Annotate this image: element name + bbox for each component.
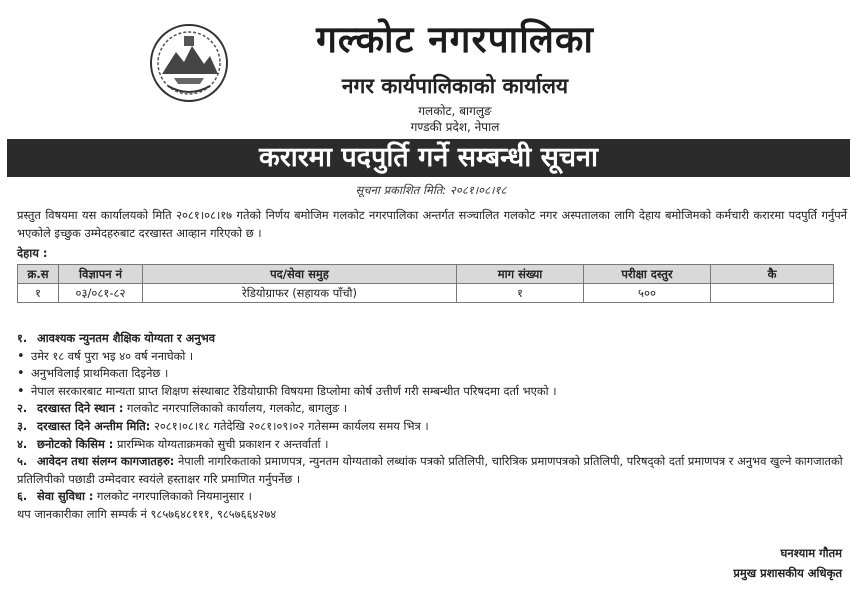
cell-fee: ५००: [584, 284, 711, 303]
bullet-text: नेपाल सरकारबाट मान्यता प्राप्त शिक्षण संस्थाबाट रेडियोग्राफी विषयमा डिप्लोमा कोर्ष उत्तीर्ण गरी सम्बन्धीत परिषदमा दर्ता भएको ।: [31, 383, 557, 398]
section-5: [17, 453, 847, 488]
list-item: [17, 383, 847, 401]
section-3: [17, 418, 847, 436]
cell-post: रेडियोग्राफर (सहायक पाँचौ): [143, 284, 457, 303]
col-header-serial: क्र.स: [18, 265, 59, 284]
office-name: नगर कार्यपालिकाको कार्यालय: [341, 74, 569, 98]
nepal-emblem-icon: [148, 22, 230, 104]
section-text: गलकोट नगरपालिकाको कार्यालय, गलकोट, बागलुङ ।: [123, 401, 348, 416]
section-1-heading: [17, 330, 847, 348]
section-6: [17, 488, 847, 506]
section-text: प्रारम्भिक योग्यताक्रमको सुची प्रकाशन र अन्तर्वार्ता ।: [113, 436, 329, 451]
org-name: गल्कोट नगरपालिका: [316, 18, 594, 61]
section-text: नेपाली नागरिकताको प्रमाणपत्र, न्युनतम योग्यताको लब्धांक पत्रको प्रतिलिपी, चारित्रिक प्रमाणपत्रको प्रतिलिपी, परिषद्को दर्ता प्रमाणपत्र र अनुभव खुल्ने कागजातको प्रतिलिपीको पछाडी उम्मेदवार स्वयंले हस्ताक्षर गरि प्रमाणित गर्नुपर्नेछ ।: [17, 454, 843, 486]
section-label: छनोटको किसिम :: [37, 436, 114, 451]
vacancy-table: [17, 264, 834, 303]
col-header-demand: माग संख्या: [457, 265, 584, 284]
section-number: १.: [17, 331, 28, 345]
table-row: [18, 284, 834, 303]
bullet-text: अनुभविलाई प्राथमिकता दिइनेछ ।: [31, 366, 169, 381]
section-label: सेवा सुविधा :: [37, 489, 94, 504]
cell-demand: १: [457, 284, 584, 303]
bullet-icon: •: [17, 366, 25, 382]
section-label: दरखास्त दिने स्थान :: [37, 401, 124, 416]
signatory-title: प्रमुख प्रशासकीय अधिकृत: [733, 566, 842, 580]
col-header-remarks: कै: [711, 265, 834, 284]
address-line-1: गलकोट, बागलुङ: [418, 104, 492, 118]
address-line-2: गण्डकी प्रदेश, नेपाल: [410, 120, 500, 134]
section-2: [17, 400, 847, 418]
bullet-text: उमेर १८ वर्ष पुरा भइ ४० वर्ष ननाघेको ।: [31, 348, 194, 363]
section-text: गलकोट नगरपालिकाको नियमानुसार ।: [93, 489, 252, 504]
section-4: [17, 436, 847, 454]
published-date: सूचना प्रकाशित मिति: २०८१।०८।१८: [355, 183, 507, 197]
intro-paragraph: प्रस्तुत विषयमा यस कार्यालयको मिति २०८१।०८।१७ गतेको निर्णय बमोजिम गलकोट नगरपालिका अन्तर्गत सञ्चालित गलकोट नगर अस्पतालका लागि देहाय बमोजिमको कर्मचारी करारमा पदपुर्ति गर्नुपर्ने भएकोले इच्छुक उम्मेदहरुबाट दरखास्त आव्हान गरिएको छ ।: [17, 208, 847, 240]
section-text: २०८१।०८।१८ गतेदेखि २०८१।०९।०२ गतेसम्म कार्यलय समय भित्र ।: [150, 418, 429, 433]
section-label: दरखास्त दिने अन्तीम मिति:: [37, 418, 151, 433]
section-title: आवश्यक न्युनतम शैक्षिक योग्यता र अनुभव: [37, 331, 216, 345]
table-header-row: [18, 265, 834, 284]
cell-serial: १: [18, 284, 59, 303]
bullet-icon: •: [17, 348, 25, 364]
notice-header: [0, 0, 862, 138]
col-header-post: पद/सेवा समुह: [143, 265, 457, 284]
dehaya-label: देहाय :: [17, 246, 48, 260]
requirements-section: [17, 330, 847, 524]
col-header-ad-no: विज्ञापन नं: [59, 265, 143, 284]
section-number: ६.: [17, 489, 28, 504]
section-number: ५.: [17, 454, 28, 469]
section-number: ३.: [17, 418, 28, 433]
col-header-fee: परीक्षा दस्तुर: [584, 265, 711, 284]
signatory-name: घनश्याम गौतम: [780, 546, 842, 560]
contact-line: थप जानकारीका लागि सम्पर्क नं ९८५७६४८१११, ९८५७६६४२७४: [17, 506, 277, 521]
bullet-icon: •: [17, 383, 25, 399]
notice-title-banner: करारमा पदपुर्ति गर्ने सम्बन्धी सूचना: [7, 139, 850, 177]
section-number: ४.: [17, 436, 28, 451]
list-item: [17, 365, 847, 383]
cell-remarks: [711, 284, 834, 303]
cell-ad-no: ०३/०८१-८२: [59, 284, 143, 303]
section-number: २.: [17, 401, 28, 416]
section-label: आवेदन तथा संलग्न कागजातहरु:: [37, 454, 175, 469]
list-item: [17, 348, 847, 366]
